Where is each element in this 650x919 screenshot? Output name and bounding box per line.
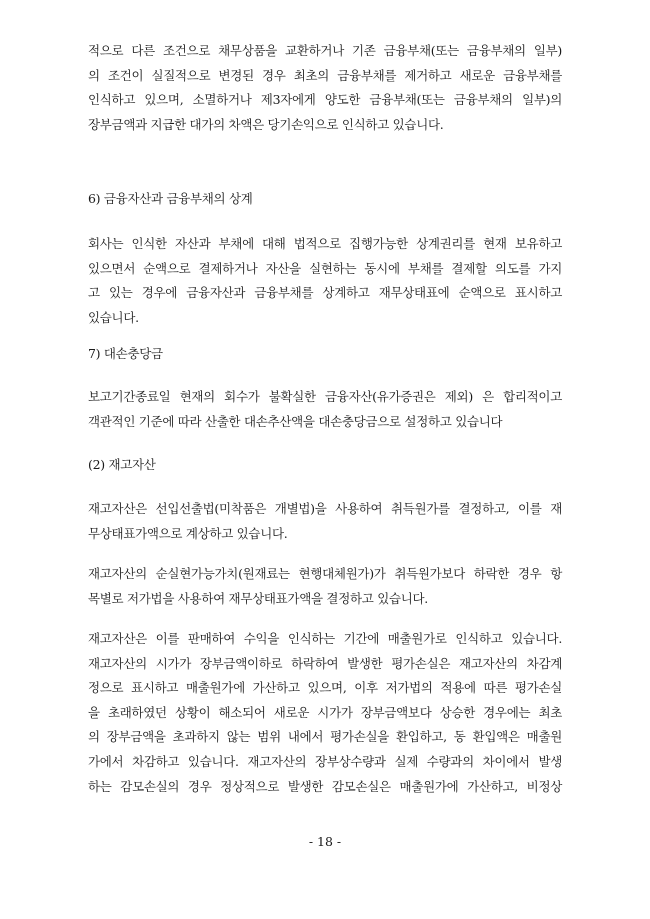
text-line: 고 있는 경우에 금융자산과 금융부채를 상계하고 재무상태표에 순액으로 표시하고 xyxy=(88,285,562,301)
section-heading-allowance: 7) 대손충당금 xyxy=(88,346,163,361)
text-line: 재고자산은 이를 판매하여 수익을 인식하는 기간에 매출원가로 인식하고 있습니다. xyxy=(88,631,562,646)
paragraph-allowance xyxy=(88,385,562,434)
section-heading-inventory: (2) 재고자산 xyxy=(88,457,156,472)
text-line: 을 초래하였던 상황이 해소되어 새로운 시가가 장부금액보다 상승한 경우에는 최초 xyxy=(88,704,562,720)
text-line: 보고기간종료일 현재의 회수가 불확실한 금융자산(유가증권은 제외) 은 합리적이고 xyxy=(88,389,562,404)
text-line: 정으로 표시하고 매출원가에 가산하고 있으며, 이후 저가법의 적용에 따른 평가손실 xyxy=(88,680,562,696)
text-line: 재고자산의 순실현가능가치(원재료는 현행대체원가)가 취득원가보다 하락한 경우 항 xyxy=(88,566,562,581)
text-line: 가에서 차감하고 있습니다. 재고자산의 장부상수량과 실제 수량과의 차이에서 발생 xyxy=(88,753,562,769)
paragraph-inventory-nrv xyxy=(88,562,562,611)
text-line: 인식하고 있으며, 소멸하거나 제3자에게 양도한 금융부채(또는 금융부채의 일부)의 xyxy=(88,92,562,108)
paragraph-financial-liability-derecognition xyxy=(88,39,562,137)
text-line: 의 조건이 실질적으로 변경된 경우 최초의 금융부채를 제거하고 새로운 금융부채를 xyxy=(88,67,562,83)
text-line: 재고자산의 시가가 장부금액이하로 하락하여 발생한 평가손실은 재고자산의 차감계 xyxy=(88,655,562,671)
paragraph-inventory-expense xyxy=(88,627,562,799)
text-line: 회사는 인식한 자산과 부채에 대해 법적으로 집행가능한 상계권리를 현재 보유하고 xyxy=(88,236,562,251)
text-line: 하는 감모손실의 경우 정상적으로 발생한 감모손실은 매출원가에 가산하고, 비정상 xyxy=(88,778,562,794)
text-line: 있으면서 순액으로 결제하거나 자산을 실현하는 동시에 부채를 결제할 의도를 가지 xyxy=(88,260,562,276)
text-line: 장부금액과 지급한 대가의 차액은 당기손익으로 인식하고 있습니다. xyxy=(88,116,444,132)
text-line: 무상태표가액으로 계상하고 있습니다. xyxy=(88,525,288,541)
page-number: - 18 - xyxy=(308,834,342,849)
text-line: 목별로 저가법을 사용하여 재무상태표가액을 결정하고 있습니다. xyxy=(88,590,428,606)
text-line: 의 장부금액을 초과하지 않는 범위 내에서 평가손실을 환입하고, 동 환입액은 매출원 xyxy=(88,729,562,745)
text-line: 객관적인 기준에 따라 산출한 대손추산액을 대손충당금으로 설정하고 있습니다 xyxy=(88,413,503,429)
section-heading-offsetting: 6) 금융자산과 금융부채의 상계 xyxy=(88,191,253,206)
text-line: 재고자산은 선입선출법(미착품은 개별법)을 사용하여 취득원가를 결정하고, 이를 재 xyxy=(88,501,562,516)
paragraph-inventory-cost xyxy=(88,497,562,546)
text-line: 적으로 다른 조건으로 채무상품을 교환하거나 기존 금융부채(또는 금융부채의 일부) xyxy=(88,43,562,58)
text-line: 있습니다. xyxy=(88,309,139,325)
paragraph-offsetting xyxy=(88,232,562,330)
